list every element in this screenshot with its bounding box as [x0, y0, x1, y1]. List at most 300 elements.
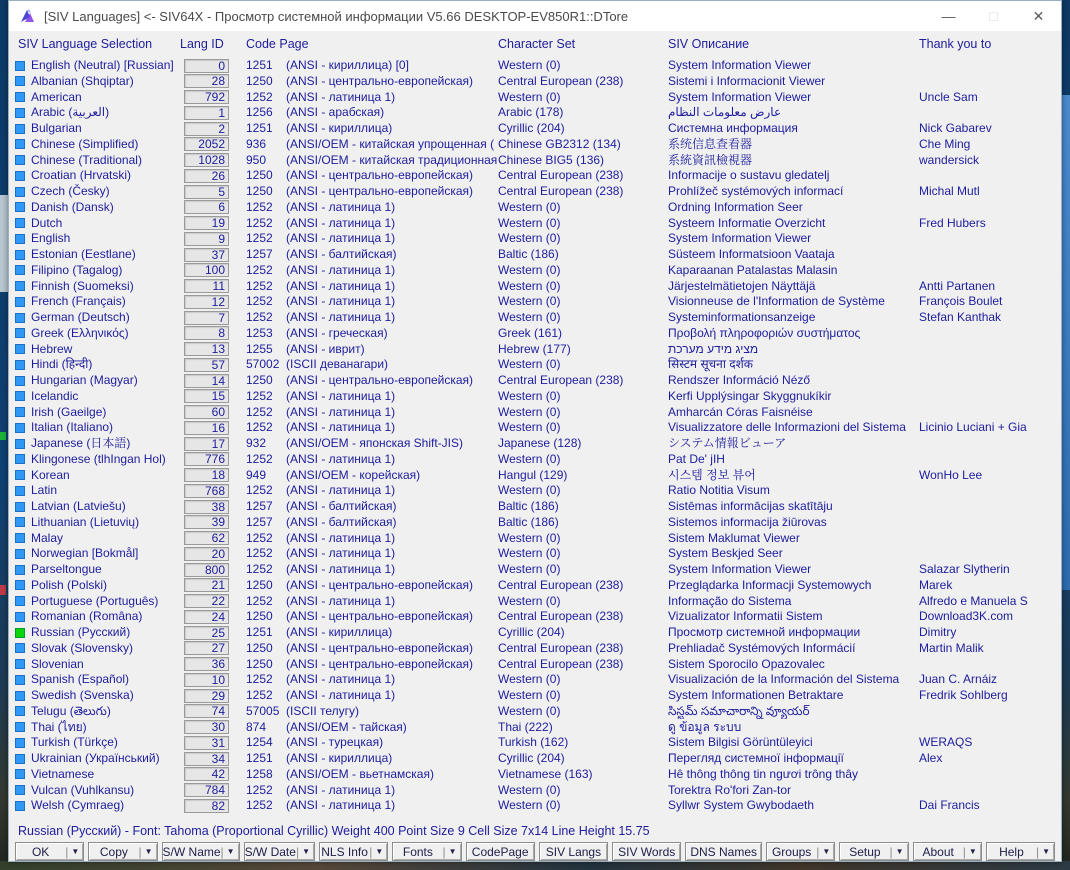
language-label[interactable]: French (Français): [31, 294, 126, 309]
lang-id-field[interactable]: 34: [184, 752, 229, 766]
language-checkbox[interactable]: [15, 328, 25, 338]
language-checkbox[interactable]: [15, 155, 25, 165]
language-checkbox[interactable]: [15, 61, 25, 71]
language-label[interactable]: Spanish (Español): [31, 672, 130, 687]
language-label[interactable]: Welsh (Cymraeg): [31, 798, 125, 813]
character-set: Baltic (186): [498, 514, 559, 529]
language-label[interactable]: Turkish (Türkçe): [31, 735, 118, 750]
language-label[interactable]: Parseltongue: [31, 562, 102, 576]
character-set: Thai (222): [498, 719, 553, 734]
button-label: NLS Info: [321, 844, 368, 859]
language-label[interactable]: Klingonese (tlhIngan Hol): [31, 451, 166, 466]
lang-id-field[interactable]: 1: [184, 106, 229, 120]
language-checkbox[interactable]: [15, 517, 25, 527]
close-button[interactable]: ✕: [1032, 7, 1045, 24]
character-set: Western (0): [498, 688, 561, 702]
lang-id-field[interactable]: 22: [184, 594, 229, 608]
character-set: Baltic (186): [498, 247, 559, 261]
button-separator: |: [816, 844, 820, 859]
siv-words-button[interactable]: [612, 842, 681, 861]
siv-description: Sistemi i Informacionit Viewer: [668, 73, 826, 88]
code-page-number: 1250: [246, 640, 273, 655]
language-checkbox[interactable]: [15, 612, 25, 622]
language-label[interactable]: Chinese (Traditional): [31, 152, 142, 167]
language-checkbox[interactable]: [15, 659, 25, 669]
language-checkbox[interactable]: [15, 533, 25, 543]
language-label[interactable]: English (Neutral) [Russian]: [31, 58, 174, 72]
language-label[interactable]: Japanese (日本語): [31, 436, 131, 450]
siv-description: Vizualizator Informatii Sistem: [668, 609, 823, 624]
lang-id-field[interactable]: 100: [184, 263, 229, 277]
chevron-down-icon[interactable]: ▼: [302, 847, 310, 856]
language-checkbox[interactable]: [15, 754, 25, 764]
language-row[interactable]: [9, 688, 1061, 704]
character-set: Western (0): [498, 404, 561, 419]
language-checkbox[interactable]: [15, 124, 25, 134]
language-row[interactable]: [9, 704, 1061, 720]
thank-you-name: Martin Malik: [919, 640, 984, 655]
maximize-button[interactable]: □: [989, 8, 998, 24]
code-page-name: (ANSI - центрально-европейская): [286, 656, 474, 671]
language-row[interactable]: [9, 153, 1061, 169]
language-label[interactable]: Albanian (Shqiptar): [31, 73, 134, 88]
language-label[interactable]: Slovenian: [31, 656, 84, 671]
button-label: Setup: [849, 844, 881, 859]
language-checkbox[interactable]: [15, 297, 25, 307]
code-page-number: 1252: [246, 89, 273, 104]
lang-id-field[interactable]: 11: [184, 279, 229, 293]
character-set: Western (0): [498, 231, 561, 246]
language-checkbox[interactable]: [15, 281, 25, 291]
language-label[interactable]: Thai (ไทย): [31, 719, 87, 734]
code-page-name: (ANSI - турецкая): [286, 735, 384, 750]
language-checkbox[interactable]: [15, 439, 25, 449]
code-page-name: (ANSI - центрально-европейская): [286, 577, 474, 592]
language-label[interactable]: German (Deutsch): [31, 310, 130, 324]
lang-id-field[interactable]: 800: [184, 563, 229, 577]
language-label[interactable]: Swedish (Svenska): [31, 688, 134, 702]
language-checkbox[interactable]: [15, 580, 25, 590]
chevron-down-icon[interactable]: ▼: [822, 847, 831, 856]
chevron-down-icon[interactable]: ▼: [895, 847, 904, 856]
lang-id-field[interactable]: 8: [184, 326, 229, 340]
language-row[interactable]: [9, 184, 1061, 200]
language-row[interactable]: [9, 562, 1061, 578]
lang-id-field[interactable]: 15: [184, 389, 229, 403]
lang-id-field[interactable]: 30: [184, 720, 229, 734]
lang-id-field[interactable]: 29: [184, 689, 229, 703]
language-label[interactable]: Greek (Ελληνικός): [31, 325, 129, 340]
language-checkbox[interactable]: [15, 675, 25, 685]
language-row[interactable]: [9, 200, 1061, 216]
language-checkbox[interactable]: [15, 234, 25, 244]
character-set: Baltic (186): [498, 499, 559, 513]
code-page-number: 1253: [246, 325, 273, 340]
language-row[interactable]: [9, 468, 1061, 484]
lang-id-field[interactable]: 19: [184, 216, 229, 230]
lang-id-field[interactable]: 36: [184, 657, 229, 671]
siv-description: Rendszer Információ Néző: [668, 373, 811, 387]
chevron-down-icon[interactable]: ▼: [968, 847, 977, 856]
language-row[interactable]: [9, 279, 1061, 295]
code-page-number: 1252: [246, 688, 273, 702]
lang-id-field[interactable]: 18: [184, 468, 229, 482]
language-row[interactable]: [9, 420, 1061, 436]
code-page-name: (ANSI - центрально-европейская): [286, 609, 474, 624]
code-page-name: (ANSI - балтийская): [286, 499, 397, 513]
desktop-fragment: [0, 585, 6, 595]
language-checkbox[interactable]: [15, 171, 25, 181]
character-set: Cyrillic (204): [498, 625, 565, 639]
code-page-name: (ANSI - латиница 1): [286, 798, 396, 813]
character-set: Central European (238): [498, 168, 624, 183]
language-label[interactable]: Telugu (తెలుగు): [31, 703, 111, 718]
language-checkbox[interactable]: [15, 454, 25, 464]
language-row[interactable]: [9, 483, 1061, 499]
copy-button[interactable]: [88, 842, 157, 861]
language-row[interactable]: [9, 342, 1061, 358]
language-label[interactable]: Icelandic: [31, 388, 79, 403]
language-label[interactable]: Latin: [31, 483, 58, 498]
language-row[interactable]: [9, 452, 1061, 468]
language-row[interactable]: [9, 499, 1061, 515]
siv-description: Visualización de la Información del Sistema: [668, 672, 900, 687]
minimize-button[interactable]: —: [941, 8, 956, 24]
language-row[interactable]: [9, 657, 1061, 673]
lang-id-field[interactable]: 38: [184, 500, 229, 514]
help-button[interactable]: [986, 842, 1055, 861]
code-page-number: 949: [246, 467, 267, 482]
button-label: OK: [31, 844, 50, 859]
language-checkbox[interactable]: [15, 785, 25, 795]
language-row[interactable]: [9, 247, 1061, 263]
lang-id-field[interactable]: 31: [184, 736, 229, 750]
button-label: SIV Words: [618, 844, 676, 859]
language-label[interactable]: Filipino (Tagalog): [31, 262, 123, 277]
language-row[interactable]: [9, 389, 1061, 405]
language-label[interactable]: Korean: [31, 467, 70, 482]
lang-id-field[interactable]: 6: [184, 200, 229, 214]
language-label[interactable]: Polish (Polski): [31, 577, 108, 592]
language-row[interactable]: [9, 121, 1061, 137]
lang-id-field[interactable]: 60: [184, 405, 229, 419]
language-label[interactable]: Hindi (हिन्दी): [31, 357, 93, 372]
language-row[interactable]: [9, 767, 1061, 783]
language-row[interactable]: [9, 168, 1061, 184]
siv-description: Visionneuse de l'Information de Système: [668, 294, 885, 309]
language-checkbox[interactable]: [15, 139, 25, 149]
character-set: Western (0): [498, 420, 561, 435]
language-checkbox[interactable]: [15, 313, 25, 323]
chevron-down-icon[interactable]: ▼: [375, 847, 384, 856]
dns-names-button[interactable]: [685, 842, 762, 861]
chevron-down-icon[interactable]: ▼: [226, 847, 235, 856]
character-set: Western (0): [498, 388, 561, 403]
lang-id-field[interactable]: 21: [184, 578, 229, 592]
language-label[interactable]: English: [31, 231, 71, 246]
language-checkbox[interactable]: [15, 76, 25, 86]
language-row[interactable]: [9, 326, 1061, 342]
code-page-number: 1256: [246, 105, 273, 120]
language-checkbox[interactable]: [15, 108, 25, 118]
language-checkbox[interactable]: [15, 722, 25, 732]
thank-you-name: Licinio Luciani + Gia: [919, 420, 1027, 435]
lang-id-field[interactable]: 20: [184, 547, 229, 561]
language-checkbox[interactable]: [15, 801, 25, 811]
code-page-number: 1252: [246, 798, 273, 813]
language-row[interactable]: [9, 90, 1061, 106]
thank-you-name: Che Ming: [919, 136, 971, 151]
language-label[interactable]: Vulcan (Vuhlkansu): [31, 782, 135, 797]
lang-id-field[interactable]: 13: [184, 342, 229, 356]
lang-id-field[interactable]: 16: [184, 421, 229, 435]
ok-button[interactable]: [15, 842, 84, 861]
language-row[interactable]: [9, 720, 1061, 736]
language-checkbox[interactable]: [15, 360, 25, 370]
language-label[interactable]: Norwegian [Bokmål]: [31, 546, 139, 561]
lang-id-field[interactable]: 7: [184, 311, 229, 325]
lang-id-field[interactable]: 39: [184, 515, 229, 529]
codepage-button[interactable]: [466, 842, 535, 861]
language-row[interactable]: [9, 105, 1061, 121]
lang-id-field[interactable]: 768: [184, 484, 229, 498]
button-separator: |: [369, 844, 373, 859]
s-w-name-button[interactable]: [162, 842, 240, 861]
chevron-down-icon[interactable]: ▼: [1042, 847, 1051, 856]
thank-you-name: Alex: [919, 751, 943, 765]
lang-id-field[interactable]: 24: [184, 610, 229, 624]
lang-id-field[interactable]: 37: [184, 248, 229, 262]
code-page-name: (ANSI/OEM - японская Shift-JIS): [286, 436, 463, 450]
code-page-number: 936: [246, 136, 267, 151]
language-checkbox[interactable]: [15, 202, 25, 212]
code-page-name: (ANSI - центрально-европейская): [286, 640, 474, 655]
language-row[interactable]: [9, 531, 1061, 547]
language-row[interactable]: [9, 231, 1061, 247]
code-page-name: (ANSI - латиница 1): [286, 388, 396, 403]
siv-description: సిస్టమ్ సమాచారాన్ని వ్యూయర్: [668, 703, 810, 718]
language-checkbox[interactable]: [15, 470, 25, 480]
language-row[interactable]: [9, 515, 1061, 531]
language-row[interactable]: [9, 263, 1061, 279]
language-label[interactable]: Danish (Dansk): [31, 199, 114, 214]
groups-button[interactable]: [766, 842, 835, 861]
language-row[interactable]: [9, 58, 1061, 74]
siv-langs-button[interactable]: [539, 842, 608, 861]
lang-id-field[interactable]: 42: [184, 767, 229, 781]
language-label[interactable]: Estonian (Eestlane): [31, 247, 136, 261]
lang-id-field[interactable]: 14: [184, 374, 229, 388]
thank-you-name: Dimitry: [919, 625, 957, 639]
language-row[interactable]: [9, 672, 1061, 688]
button-label: Fonts: [402, 844, 433, 859]
language-label[interactable]: Czech (Česky): [31, 184, 110, 198]
language-label[interactable]: Russian (Русский): [31, 625, 131, 639]
lang-id-field[interactable]: 792: [184, 90, 229, 104]
lang-id-field[interactable]: 28: [184, 74, 229, 88]
language-row[interactable]: [9, 74, 1061, 90]
siv-description: Prehliadač Systémových Informácií: [668, 640, 856, 655]
button-label: S/W Date: [244, 844, 296, 859]
language-label[interactable]: Latvian (Latviešu): [31, 499, 126, 513]
lang-id-field[interactable]: 57: [184, 358, 229, 372]
code-page-name: (ANSI - латиница 1): [286, 546, 396, 561]
lang-id-field[interactable]: 27: [184, 641, 229, 655]
language-label[interactable]: Finnish (Suomeksi): [31, 278, 134, 293]
language-row[interactable]: [9, 783, 1061, 799]
language-row[interactable]: [9, 405, 1061, 421]
code-page-name: (ANSI - иврит): [286, 341, 365, 356]
language-row[interactable]: [9, 216, 1061, 232]
code-page-name: (ANSI - латиница 1): [286, 451, 396, 466]
lang-id-field[interactable]: 2052: [184, 137, 229, 151]
chevron-down-icon[interactable]: ▼: [144, 847, 153, 856]
language-label[interactable]: Hungarian (Magyar): [31, 373, 138, 387]
lang-id-field[interactable]: 776: [184, 452, 229, 466]
code-page-name: (ANSI - центрально-европейская): [286, 184, 474, 198]
language-row[interactable]: [9, 625, 1061, 641]
language-checkbox[interactable]: [15, 596, 25, 606]
language-checkbox[interactable]: [15, 502, 25, 512]
language-checkbox[interactable]: [15, 549, 25, 559]
language-label[interactable]: Slovak (Slovensky): [31, 640, 134, 655]
siv-description: Sistēmas informācijas skatītāju: [668, 499, 833, 513]
lang-id-field[interactable]: 17: [184, 437, 229, 451]
language-label[interactable]: Italian (Italiano): [31, 420, 114, 435]
lang-id-field[interactable]: 5: [184, 185, 229, 199]
code-page-number: 1252: [246, 199, 273, 214]
language-checkbox[interactable]: [15, 376, 25, 386]
language-checkbox[interactable]: [15, 565, 25, 575]
language-checkbox[interactable]: [15, 407, 25, 417]
language-row[interactable]: [9, 751, 1061, 767]
language-checkbox[interactable]: [15, 423, 25, 433]
language-label[interactable]: Malay: [31, 530, 64, 545]
language-checkbox[interactable]: [15, 92, 25, 102]
character-set: Western (0): [498, 199, 561, 214]
chevron-down-icon[interactable]: ▼: [71, 847, 80, 856]
lang-id-field[interactable]: 0: [184, 59, 229, 73]
character-set: Central European (238): [498, 656, 624, 671]
language-checkbox[interactable]: [15, 391, 25, 401]
language-label[interactable]: Portuguese (Português): [31, 593, 159, 608]
app-icon: [19, 8, 36, 24]
fonts-button[interactable]: [392, 842, 461, 861]
character-set: Western (0): [498, 703, 561, 718]
code-page-name: (ANSI - кириллица): [286, 121, 393, 135]
language-checkbox[interactable]: [15, 265, 25, 275]
language-label[interactable]: Chinese (Simplified): [31, 136, 139, 151]
character-set: Cyrillic (204): [498, 121, 565, 135]
language-label[interactable]: Vietnamese: [31, 766, 95, 781]
language-row[interactable]: [9, 546, 1061, 562]
language-row[interactable]: [9, 578, 1061, 594]
language-checkbox-selected[interactable]: [15, 628, 25, 638]
button-label: CodePage: [471, 844, 529, 859]
language-label[interactable]: Bulgarian: [31, 121, 82, 135]
language-label[interactable]: Dutch: [31, 215, 63, 230]
thank-you-name: wandersick: [919, 152, 980, 167]
s-w-date-button[interactable]: [244, 842, 315, 861]
language-checkbox[interactable]: [15, 187, 25, 197]
siv-description: Kerfi Upplýsingar Skyggnukíkir: [668, 388, 832, 403]
lang-id-field[interactable]: 26: [184, 169, 229, 183]
code-page-number: 1258: [246, 766, 273, 781]
language-row[interactable]: [9, 137, 1061, 153]
language-checkbox[interactable]: [15, 643, 25, 653]
language-row[interactable]: [9, 294, 1061, 310]
header-siv-description: SIV Описание: [668, 37, 750, 51]
language-label[interactable]: Hebrew: [31, 341, 73, 356]
header-character-set: Character Set: [498, 37, 576, 51]
lang-id-field[interactable]: 12: [184, 295, 229, 309]
language-row[interactable]: [9, 373, 1061, 389]
language-label[interactable]: Lithuanian (Lietuvių): [31, 514, 140, 529]
character-set: Western (0): [498, 451, 561, 466]
language-row[interactable]: [9, 436, 1061, 452]
code-page-number: 1250: [246, 373, 273, 387]
lang-id-field[interactable]: 10: [184, 673, 229, 687]
about-button[interactable]: [913, 842, 982, 861]
lang-id-field[interactable]: 1028: [184, 153, 229, 167]
language-row[interactable]: [9, 594, 1061, 610]
language-row[interactable]: [9, 609, 1061, 625]
lang-id-field[interactable]: 74: [184, 704, 229, 718]
language-label[interactable]: Irish (Gaeilge): [31, 404, 107, 419]
nls-info-button[interactable]: [319, 842, 388, 861]
lang-id-field[interactable]: 9: [184, 232, 229, 246]
thank-you-name: Marek: [919, 577, 953, 592]
language-label[interactable]: Romanian (Româna): [31, 609, 143, 624]
code-page-name: (ANSI/OEM - корейская): [286, 467, 421, 482]
siv-description: Amharcán Córas Faisnéise: [668, 404, 813, 419]
language-row[interactable]: [9, 357, 1061, 373]
language-label[interactable]: Croatian (Hrvatski): [31, 168, 132, 183]
language-checkbox[interactable]: [15, 218, 25, 228]
setup-button[interactable]: [839, 842, 908, 861]
lang-id-field[interactable]: 82: [184, 799, 229, 813]
language-label[interactable]: Arabic (العربية): [31, 105, 110, 120]
language-checkbox[interactable]: [15, 691, 25, 701]
character-set: Western (0): [498, 357, 561, 372]
language-checkbox[interactable]: [15, 344, 25, 354]
lang-id-field[interactable]: 784: [184, 783, 229, 797]
character-set: Western (0): [498, 798, 561, 813]
button-label: Copy: [99, 844, 128, 859]
character-set: Western (0): [498, 278, 561, 293]
language-row[interactable]: [9, 310, 1061, 326]
language-label[interactable]: American: [31, 89, 82, 104]
language-checkbox[interactable]: [15, 250, 25, 260]
lang-id-field[interactable]: 2: [184, 122, 229, 136]
lang-id-field[interactable]: 25: [184, 626, 229, 640]
language-row[interactable]: [9, 798, 1061, 814]
language-row[interactable]: [9, 641, 1061, 657]
language-checkbox[interactable]: [15, 486, 25, 496]
character-set: Vietnamese (163): [498, 766, 593, 781]
lang-id-field[interactable]: 62: [184, 531, 229, 545]
code-page-name: (ANSI - балтийская): [286, 514, 397, 529]
chevron-down-icon[interactable]: ▼: [448, 847, 457, 856]
character-set: Western (0): [498, 782, 561, 797]
language-checkbox[interactable]: [15, 769, 25, 779]
language-checkbox[interactable]: [15, 738, 25, 748]
code-page-number: 1257: [246, 247, 273, 261]
code-page-name: (ANSI - арабская): [286, 105, 385, 120]
language-row[interactable]: [9, 735, 1061, 751]
language-checkbox[interactable]: [15, 706, 25, 716]
language-label[interactable]: Ukrainian (Український): [31, 751, 160, 765]
